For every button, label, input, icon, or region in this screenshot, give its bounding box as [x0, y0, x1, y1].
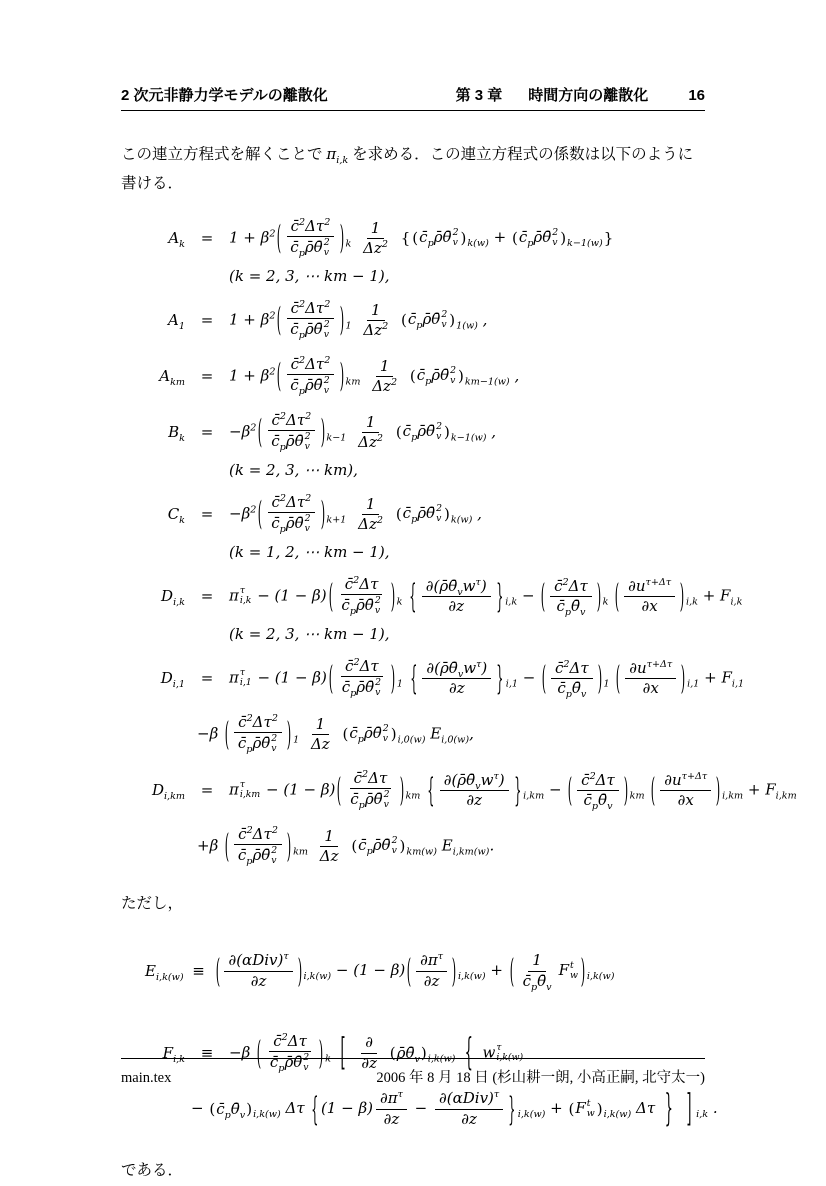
header-right: [456, 84, 705, 105]
equation-rhs: $1 + \beta^2$ ( $c̄^2\Delta\tau^2$ $c̄_p\rhō\thetā$ 2 v ) $_{km}$ $\frac{1}{\Delta z^2}$ ( $c̄_p\rhō\thetā$ 2 v ) $_{km-1(w)}$ ,: [229, 355, 520, 398]
equation-row: [121, 1081, 718, 1137]
equation-relation: =: [200, 229, 214, 248]
equation-row: [121, 404, 705, 460]
equation-rhs: −β ( $c̄^2\Delta\tau^2$ $c̄_p\rhō\thetā$ 2 v ) $_1$ $\frac{1}{\Delta z}$ ( $c̄_p\rhō\thetā$ 2 v ) $_{i,0(w)}$ $E_{i,0(w)}$,: [197, 713, 474, 756]
page-header: [121, 84, 705, 111]
equation-row: [121, 348, 705, 404]
equation-lhs: $A_1$: [168, 311, 185, 333]
equation-rhs: (k = 2, 3, ⋯ km − 1),: [229, 625, 390, 644]
equation-row: [121, 762, 797, 818]
equation-lhs: $C_k$: [167, 505, 185, 527]
page-number: 16: [688, 87, 705, 104]
equation-relation: =: [200, 781, 214, 800]
equation-rhs: $1 + \beta^2$ ( $c̄^2\Delta\tau^2$ $c̄_p\rhō\thetā$ 2 v ) $_k$ $\frac{1}{\Delta z^2}$ { ( $c̄_p\rhō\thetā$ 2 v ) $_{k(w)}$ + ( $c̄_p\rhō\thetā$ 2 v ) $_{k-1(w)}$ }: [229, 217, 614, 260]
intro-text-post: を求める．この連立方程式の係数は以下のように書ける．: [121, 146, 694, 192]
equation-relation: =: [200, 423, 214, 442]
e-equation-row: [145, 943, 705, 999]
footer-filename: main.tex: [121, 1070, 172, 1086]
equation-lhs: $D_{i,km}$: [151, 781, 185, 803]
equation-row: [121, 568, 743, 624]
tadashi-text: ただし，: [121, 895, 184, 913]
equation-lhs: $A_k$: [168, 229, 185, 251]
equation-rhs: π τ i,1 − (1 − β) ( c̄$^2$Δτ $c̄_p\rhō\thetā$ 2 v ) $_1$ { $\partial(\rhō\thetā_vw^\tau)$ ∂z } $_{i,1}$ − ( $\frac{c̄^2\Delta\tau}{c̄_p\thetā_v}$ ) $_1$ ( $\frac{\partial u^{\tau+\Delta\tau}}{\partial x}$ ) $_{i,1} + F_{i,1}$: [229, 657, 745, 700]
equation-rhs: $-\beta^2$ ( $c̄^2\Delta\tau^2$ $c̄_p\rhō\thetā$ 2 v ) $_{k+1}$ $\frac{1}{\Delta z^2}$ ( $c̄_p\rhō\thetā$ 2 v ) $_{k(w)}$ ,: [229, 493, 482, 536]
equation-lhs: $F_{i,k}$: [162, 1044, 185, 1066]
equation-rhs: π τ i,km − (1 − β) ( c̄$^2$Δτ $c̄_p\rhō\thetā$ 2 v ) $_{km}$ { $\partial(\rhō\thetā_vw^\tau)$ ∂z } $_{i,km}$ − ( $\frac{c̄^2\Delta\tau}{c̄_p\thetā_v}$ ) $_{km}$ ( $\frac{\partial u^{\tau+\Delta\tau}}{\partial x}$ ) $_{i,km} + F_{i,km}$: [229, 769, 797, 812]
equation-rhs: − ( $c̄_p\thetā_v$ ) $_{i,k(w)}$ Δτ { (1 − β) $\frac{\partial\pi^\tau}{\partial z}$ − $\partial(\alpha Div)^\tau$ ∂z } $_{i,k(w)}$ + ( F t w ) $_{i,k(w)}$ Δτ } ] $_{i,k}$ .: [191, 1085, 718, 1131]
equation-relation: =: [200, 505, 214, 524]
equation-lhs: $D_{i,k}$: [161, 587, 185, 609]
equation-row: [121, 460, 705, 486]
equation-rhs: π τ i,k − (1 − β) ( c̄$^2$Δτ $c̄_p\rhō\thetā$ 2 v ) $_k$ { $\partial(\rhō\thetā_vw^\tau)$ ∂z } $_{i,k}$ − ( $\frac{c̄^2\Delta\tau}{c̄_p\thetā_v}$ ) $_k$ ( $\frac{\partial u^{\tau+\Delta\tau}}{\partial x}$ ) $_{i,k} + F_{i,k}$: [229, 575, 743, 618]
e-equation-lhs: $E_{i,k(w)}$: [145, 962, 184, 984]
page-footer: [121, 1058, 705, 1087]
intro-paragraph: [121, 141, 705, 198]
equation-row: [121, 266, 705, 292]
equation-row: [121, 706, 705, 762]
running-title: 2 次元非静力学モデルの離散化: [121, 87, 328, 104]
equation-rhs: (k = 2, 3, ⋯ km − 1),: [229, 267, 390, 286]
equation-rhs: (k = 2, 3, ⋯ km),: [229, 461, 358, 480]
equation-row: [121, 624, 705, 650]
chapter-title: 時間方向の離散化: [528, 87, 649, 104]
equation-lhs: $D_{i,1}$: [160, 669, 185, 691]
equation-row: [121, 818, 705, 874]
equation-row: [121, 542, 705, 568]
equation-row: [121, 650, 745, 706]
e-equation-rhs: ( $\partial(\alpha Div)^\tau$ ∂z ) $_{i,k(w)}$ − (1 − β) ( $\frac{\partial\pi^\tau}{\partial z}$ ) $_{i,k(w)}$ + ( $\frac{1}{c̄_p\thetā_v}$ F t w ) $_{i,k(w)}$: [215, 951, 615, 993]
intro-text-pre: この連立方程式を解くことで: [121, 146, 327, 163]
equation-row: [121, 210, 705, 266]
footer-date-authors: 2006 年 8 月 18 日 (杉山耕一朗, 小高正嗣, 北守太一): [376, 1070, 705, 1086]
intro-inline-math: $\pi_{i,k}$: [326, 145, 349, 166]
equation-relation: =: [200, 367, 214, 386]
equation-relation: =: [200, 669, 214, 688]
coefficient-equations-block: [121, 210, 797, 874]
equation-rhs: +β ( $c̄^2\Delta\tau^2$ $c̄_p\rhō\thetā$ 2 v ) $_{km}$ $\frac{1}{\Delta z}$ ( $c̄_p\rhō\thetā$ 2 v ) $_{km(w)}$ $E_{i,km(w)}$.: [197, 825, 495, 868]
e-equation-relation: ≡: [192, 962, 205, 981]
equation-rhs: −β ( c̄$^2$Δτ $c̄_p\rhō\thetā$ 2 v ) $_k$ [ ∂ ∂z ( $\rhō\thetā_v$ ) $_{i,k(w)}$ { w τ i,k(w): [229, 1029, 524, 1075]
equation-row: [121, 486, 705, 542]
equation-lhs: $A_{km}$: [159, 367, 185, 389]
chapter-label: 第 3 章: [455, 87, 503, 104]
dearu-text: である．: [121, 1162, 184, 1180]
equation-row: [121, 292, 705, 348]
equation-rhs: $-\beta^2$ ( $c̄^2\Delta\tau^2$ $c̄_p\rhō\thetā$ 2 v ) $_{k-1}$ $\frac{1}{\Delta z^2}$ ( $c̄_p\rhō\thetā$ 2 v ) $_{k-1(w)}$ ,: [229, 411, 497, 454]
equation-relation: ≡: [200, 1044, 214, 1063]
equation-rhs: (k = 1, 2, ⋯ km − 1),: [229, 543, 390, 562]
equation-lhs: $B_k$: [168, 423, 185, 445]
page-content: [121, 84, 797, 1186]
equation-relation: =: [200, 587, 214, 606]
equation-relation: =: [200, 311, 214, 330]
equation-rhs: $1 + \beta^2$ ( $c̄^2\Delta\tau^2$ $c̄_p\rhō\thetā$ 2 v ) $_1$ $\frac{1}{\Delta z^2}$ ( $c̄_p\rhō\thetā$ 2 v ) $_{1(w)}$ ,: [229, 299, 488, 342]
footer-row: [121, 1059, 705, 1087]
